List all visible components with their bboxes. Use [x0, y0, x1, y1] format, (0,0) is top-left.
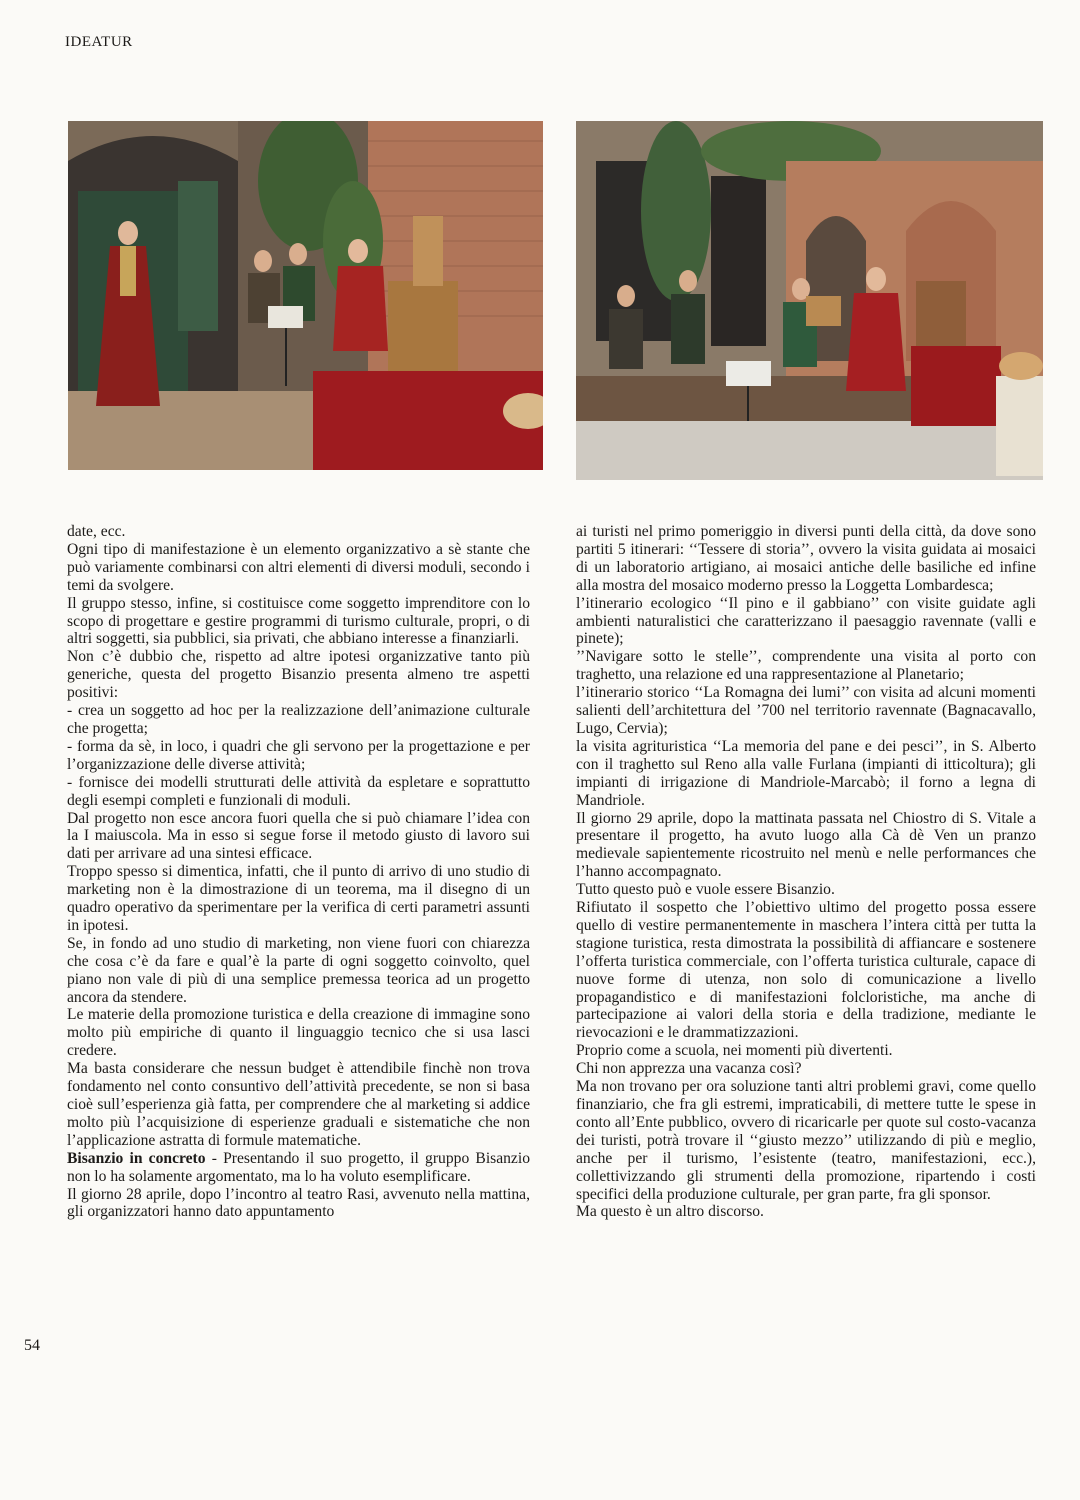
- paragraph: Chi non apprezza una vacanza così?: [576, 1060, 802, 1078]
- paragraph: l’itinerario storico ‘‘La Romagna dei lumi’’ con visita ad alcuni momenti salienti dell’architettura del ’700 nel territorio ravennate (Bagnacavallo, Lugo, Cervia);: [576, 684, 1036, 737]
- article-column-left: [67, 523, 530, 1221]
- list-item: - fornisce dei modelli strutturati delle attività da espletare e soprattutto degli esempi completi e funzionali di moduli.: [67, 773, 530, 809]
- paragraph: Ma questo è un altro discorso.: [576, 1203, 764, 1221]
- paragraph: Il giorno 29 aprile, dopo la mattinata passata nel Chiostro di S. Vitale a presentare il progetto, ha avuto luogo alla Cà dè Ven un pranzo medievale sapientemente ricostruito nel menù e nelle performances che l’hanno accompagnato.: [576, 809, 1036, 881]
- paragraph: ai turisti nel primo pomeriggio in diversi punti della città, da dove sono partiti 5 itinerari: ‘‘Tessere di storia’’, ovvero la visita guidata ai mosaici di un laboratorio artigiano, ai mosaici antiche delle basiliche ed infine alla mostra del mosaico moderno presso la Loggetta Lombardesca;: [576, 523, 1036, 594]
- paragraph: Non c’è dubbio che, rispetto ad altre ipotesi organizzative tanto più generiche, questa del progetto Bisanzio presenta almeno tre aspetti positivi:: [67, 648, 530, 702]
- photo-right-image: [576, 121, 1043, 480]
- magazine-header: IDEATUR: [65, 34, 133, 50]
- paragraph: ’’Navigare sotto le stelle’’, comprendente una visita al porto con traghetto, una relazione ed una rappresentazione al Planetario;: [576, 648, 1036, 684]
- paragraph: Se, in fondo ad uno studio di marketing, non viene fuori con chiarezza che cosa c’è da fare e qual’è la parte di ogni soggetto coinvolto, quel piano non vale di più di una semplice premessa teorica ad un progetto ancora da stendere.: [67, 934, 530, 1006]
- section-intro: - Presentando il suo progetto, il gruppo Bisanzio non lo ha solamente argomentato, ma lo ha voluto esemplificare.: [67, 1149, 530, 1185]
- paragraph: Rifiutato il sospetto che l’obiettivo ultimo del progetto possa essere quello di vestire permanentemente in maschera l’intera città per tutta la stagione turistica, resta dimostrata la possibilità di affiancare e sostenere l’offerta turistica commerciale, con l’offerta turistica culturale, capace di nuove forme di utenza, non solo di comunicazione a livello propagandistico e di manifestazioni folcloristiche, ma anche di partecipazione ai valori della storia e della tradizione, mediante le rievocazioni e le drammatizzazioni.: [576, 899, 1036, 1042]
- paragraph: Il gruppo stesso, infine, si costituisce come soggetto imprenditore con lo scopo di progettare e gestire programmi di turismo culturale, propri, o di altri soggetti, sia pubblici, sia privati, che abbiano interesse a finanziarli.: [67, 594, 530, 648]
- section-heading: Bisanzio in concreto: [67, 1149, 206, 1167]
- photo-left-image: [68, 121, 543, 470]
- article-column-right: [576, 523, 1036, 1221]
- paragraph: Ma non trovano per ora soluzione tanti altri problemi gravi, come quello finanziario, che fra gli estremi, impraticabili, di mettere tutte le spese in conto all’Ente pubblico, ovvero di ricaricarle per quote sul costo-vacanza dei turisti, potrà trovare il ‘‘giusto mezzo’’ utilizzando di più e meglio, anche per il turismo, l’esistente (teatro, manifestazioni, ecc.), collettivizzando gli strumenti della promozione, ripartendo i costi specifici della produzione culturale, per gran parte, fra gli sponsor.: [576, 1078, 1036, 1203]
- paragraph: Proprio come a scuola, nei momenti più divertenti.: [576, 1042, 893, 1060]
- paragraph: la visita agrituristica ‘‘La memoria del pane e dei pesci’’, in S. Alberto con il traghetto sul Reno alla valle Furlana (impianti di itticoltura); gli impianti di irrigazione di Mandriole-Marcabò; il forno a legna di Mandriole.: [576, 737, 1036, 809]
- photo-medieval-musicians-courtyard: [68, 121, 543, 470]
- paragraph: Le materie della promozione turistica e della creazione di immagine sono molto più empiriche di quanto il linguaggio tecnico che si usa lasci credere.: [67, 1006, 530, 1060]
- paragraph: Troppo spesso si dimentica, infatti, che il punto di arrivo di uno studio di marketing non è la dimostrazione di un teorema, ma il disegno di un quadro operativo da sperimentare per la verifica di certi parametri assunti in ipotesi.: [67, 863, 530, 934]
- list-item: - crea un soggetto ad hoc per la realizzazione dell’animazione culturale che progetta;: [67, 702, 530, 737]
- paragraph: Dal progetto non esce ancora fuori quella che si può chiamare l’idea con la I maiuscola. Ma in esso si segue forse il metodo giusto di lavoro sui dati per arrivare ad una sintesi efficace.: [67, 809, 530, 863]
- paragraph: Ogni tipo di manifestazione è un elemento organizzativo a sè stante che può variamente combinarsi con altri elementi di diversi moduli, secondo i temi da svolgere.: [67, 540, 530, 594]
- section-paragraph: [67, 1150, 530, 1186]
- list-item: - forma da sè, in loco, i quadri che gli servono per la progettazione e per l’organizzazione delle diverse attività;: [67, 737, 530, 773]
- photo-ensemble-on-stage: [576, 121, 1043, 480]
- paragraph: date, ecc.: [67, 523, 126, 540]
- paragraph: Ma basta considerare che nessun budget è attendibile finchè non trova fondamento nel conto consuntivo dell’attività precedente, se non si basa cioè sull’esperienza già fatta, per comprendere che al marketing si addice molto più l’acquisizione di esperienze graduali e sistematiche che non l’applicazione astratta di formule matematiche.: [67, 1060, 530, 1149]
- paragraph: l’itinerario ecologico ‘‘Il pino e il gabbiano’’ con visite guidate agli ambienti naturalistici che caratterizzano il paesaggio ravennate (valli e pinete);: [576, 594, 1036, 648]
- paragraph: Il giorno 28 aprile, dopo l’incontro al teatro Rasi, avvenuto nella mattina, gli organizzatori hanno dato appuntamento: [67, 1185, 530, 1221]
- paragraph: Tutto questo può e vuole essere Bisanzio.: [576, 881, 835, 899]
- page-number: 54: [24, 1337, 40, 1354]
